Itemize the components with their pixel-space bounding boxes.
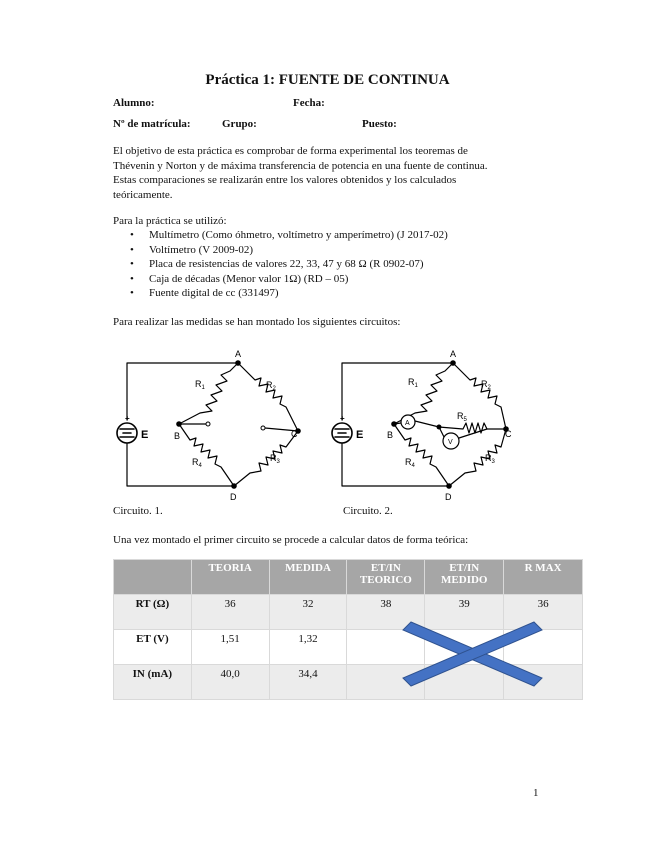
svg-text:A: A [405, 420, 410, 427]
list-item: • Voltímetro (V 2009-02) [113, 243, 553, 258]
page-title: Práctica 1: FUENTE DE CONTINUA [205, 72, 450, 88]
label-C: C [505, 429, 512, 439]
cell-et-teorico: 38 [347, 595, 425, 630]
battery-icon [332, 414, 352, 443]
intro-line: teóricamente. [113, 188, 173, 201]
intro-line: Estas comparaciones se realizarán entre los valores obtenidos y los calculados [113, 174, 457, 186]
label-A: A [450, 349, 457, 359]
label-D: D [230, 492, 237, 502]
materials-list [113, 228, 553, 301]
label-R2: $R_2$ [481, 379, 491, 391]
row-label: RT (Ω) [114, 595, 192, 630]
label-D: D [445, 492, 452, 502]
svg-text:+: + [340, 414, 345, 423]
cell-teoria: 36 [191, 595, 269, 630]
intro-line: Thévenin y Norton y de máxima transferencia de potencia en una fuente de continua. [113, 159, 488, 172]
list-item: • Fuente digital de cc (331497) [113, 286, 553, 301]
header-teoria: TEORIA [191, 560, 269, 595]
label-R4: $R_4$ [192, 457, 202, 469]
header-empty [114, 560, 192, 595]
svg-text:V: V [448, 439, 453, 446]
label-B: B [174, 431, 181, 441]
voltmeter-icon [443, 433, 459, 449]
circuit-2-caption: Circuito. 2. [343, 505, 393, 517]
label-R4: $R_4$ [405, 457, 415, 469]
label-R5: $R_5$ [457, 411, 467, 423]
label-R1: $R_1$ [408, 377, 418, 389]
intro-line: El objetivo de esta práctica es comprobar de forma experimental los teoremas de [113, 145, 468, 157]
list-item: • Placa de resistencias de valores 22, 33, 47 y 68 Ω (R 0902-07) [113, 257, 553, 272]
materials-intro: Para la práctica se utilizó: [113, 215, 227, 227]
list-item: • Caja de décadas (Menor valor 1Ω) (RD – 05) [113, 272, 553, 287]
cell-teoria: 1,51 [191, 630, 269, 665]
list-item: • Multímetro (Como óhmetro, voltímetro y amperímetro) (J 2017-02) [113, 228, 553, 243]
label-R3: $R_3$ [270, 453, 280, 465]
puesto-label: Puesto: [362, 118, 397, 130]
header-medida: MEDIDA [269, 560, 347, 595]
label-B: B [387, 430, 394, 440]
label-C: C [291, 429, 298, 439]
cell-et-medido: 39 [425, 595, 504, 630]
label-R3: $R_3$ [485, 453, 495, 465]
label-E: E [356, 429, 364, 441]
header-et-teorico: ET/IN TEORICO [347, 560, 425, 595]
row-label: IN (mA) [114, 665, 192, 700]
page-number: 1 [533, 787, 539, 799]
svg-text:+: + [125, 414, 130, 423]
row-label: ET (V) [114, 630, 192, 665]
circuit-1-caption: Circuito. 1. [113, 505, 163, 517]
label-R2: $R_2$ [266, 380, 276, 392]
header-rmax: R MAX [504, 560, 583, 595]
cell-medida: 32 [269, 595, 347, 630]
circuits-intro: Para realizar las medidas se han montado los siguientes circuitos: [113, 316, 401, 328]
cell-teoria: 40,0 [191, 665, 269, 700]
alumno-label: Alumno: [113, 97, 155, 109]
label-A: A [235, 349, 242, 359]
table-header-row [114, 560, 583, 595]
cross-mark-icon [395, 620, 550, 690]
label-R1: $R_1$ [195, 379, 205, 391]
cell-medida: 34,4 [269, 665, 347, 700]
header-et-medido: ET/IN MEDIDO [425, 560, 504, 595]
matricula-label: Nº de matrícula: [113, 118, 191, 130]
fecha-label: Fecha: [293, 97, 325, 109]
circuit-2-diagram [325, 345, 530, 505]
cell-rmax: 36 [504, 595, 583, 630]
ammeter-icon [401, 415, 415, 429]
table-intro: Una vez montado el primer circuito se procede a calcular datos de forma teórica: [113, 534, 469, 546]
intro-paragraph [113, 144, 553, 202]
grupo-label: Grupo: [222, 118, 257, 130]
label-E: E [141, 429, 149, 441]
circuit-1-diagram [110, 345, 315, 505]
battery-icon [117, 414, 137, 443]
cell-medida: 1,32 [269, 630, 347, 665]
